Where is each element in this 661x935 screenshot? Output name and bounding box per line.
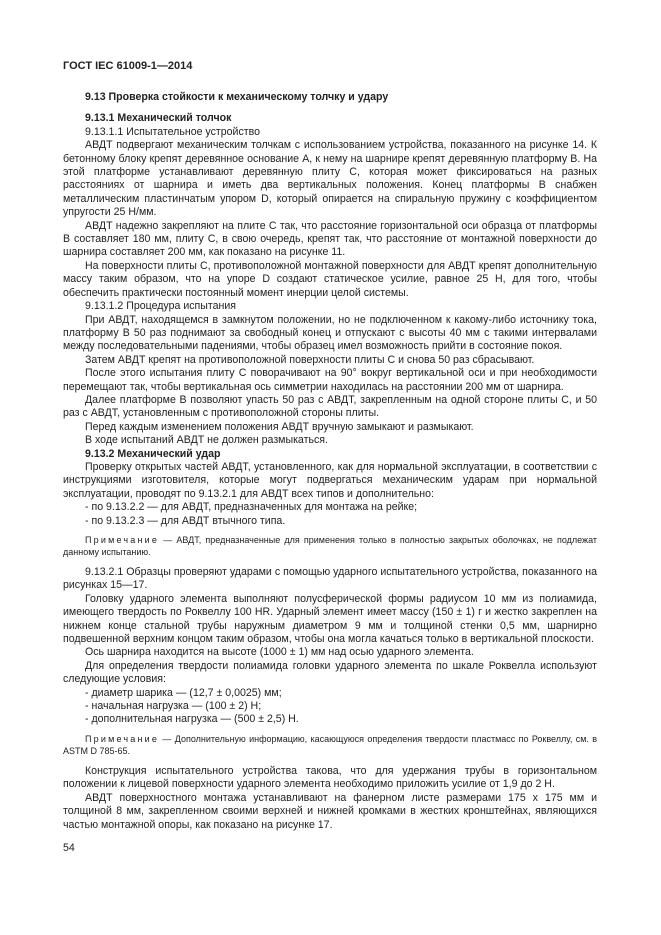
- note: [63, 733, 597, 757]
- clause-title: 9.13.1.1 Испытательное устройство: [85, 125, 261, 138]
- paragraph: В ходе испытаний АВДТ не должен размыкаться.: [85, 434, 328, 447]
- list-item: - дополнительная нагрузка — (500 ± 2,5) Н.: [85, 713, 299, 726]
- paragraph: Конструкция испытательного устройства такова, что для удержания трубы в горизонтальном положении к лицевой поверхности ударного элемента необходимо приложить усилие от 1,9 до 2 Н.: [63, 764, 597, 791]
- paragraph: Для определения твердости полиамида головки ударного элемента по шкале Роквелла используют следующие условия:: [63, 659, 597, 686]
- paragraph: АВДТ поверхностного монтажа устанавливают на фанерном листе размерами 175 х 175 мм и толщиной 8 мм, закрепленном своими верхней и нижней кромками в жестких кронштейнах, являющихся частью монтажной опоры, как показано на рисунке 17.: [63, 791, 597, 831]
- paragraph: Ось шарнира находится на высоте (1000 ± 1) мм над осью ударного элемента.: [85, 646, 474, 659]
- note-label: Примечание: [85, 733, 160, 744]
- subsection-title: 9.13.1 Механический толчок: [85, 112, 232, 125]
- paragraph: 9.13.2.1 Образцы проверяют ударами с помощью ударного испытательного устройства, показанного на рисунках 15—17.: [63, 566, 597, 592]
- note-text: — Дополнительную информацию, касающуюся определения твердости пластмасс по Роквеллу, см. в ASTM D 785-65.: [63, 733, 597, 756]
- section-title: 9.13 Проверка стойкости к механическому толчку и удару: [85, 91, 389, 103]
- paragraph: После этого испытания плиту C поворачивают на 90° вокруг вертикальной оси и при необходимости перемещают так, чтобы вертикальная ось симметрии находилась на расстоянии 200 мм от шарнира.: [63, 367, 597, 393]
- page-number: 54: [63, 842, 75, 854]
- clause-title: 9.13.1.2 Процедура испытания: [85, 300, 237, 313]
- list-item: - диаметр шарика — (12,7 ± 0,0025) мм;: [85, 686, 282, 699]
- document-body: [63, 91, 597, 832]
- note-text: — АВДТ, предназначенные для применения только в полностью закрытых оболочках, не подлежат данному испытанию.: [63, 535, 597, 557]
- paragraph: Головку ударного элемента выполняют полусферической формы радиусом 10 мм из полиамида, имеющего твердость по Роквеллу 100 HR. Ударный элемент имеет массу (150 ± 1) г и жестко закреплен на нижнем конце стальной трубы наружным диаметром 9 мм и толщиной стенки 0,5 мм, шарнирно подвешенной верхним концом таким образом, чтобы она могла качаться только в вертикальной плоскости.: [63, 592, 597, 646]
- paragraph: АВДТ надежно закрепляют на плите C так, что расстояние горизонтальной оси образца от платформы B составляет 180 мм, плиту C, в свою очередь, крепят так, что расстояние от монтажной поверхности до шарнира составляет 200 мм, как показано на рисунке 11.: [63, 219, 597, 259]
- paragraph: Перед каждым изменением положения АВДТ вручную замыкают и размыкают.: [85, 420, 474, 433]
- subsection-title: 9.13.2 Механический удар: [85, 447, 221, 460]
- list-item: - по 9.13.2.2 — для АВДТ, предназначенных для монтажа на рейке;: [85, 501, 418, 514]
- note: [63, 534, 597, 558]
- note-label: Примечание: [85, 535, 160, 545]
- list-item: - начальная нагрузка — (100 ± 2) Н;: [85, 700, 262, 713]
- paragraph: Затем АВДТ крепят на противоположной поверхности плиты C и снова 50 раз сбрасывают.: [85, 353, 535, 366]
- document-header: ГОСТ IEC 61009-1—2014: [63, 60, 193, 72]
- paragraph: Проверку открытых частей АВДТ, установленного, как для нормальной эксплуатации, в соответствии с инструкциями изготовителя, которые могут подвергаться механическим ударам при нормальной эксплуатации, проводят по 9.13.2.1 для АВДТ всех типов и дополнительно:: [63, 460, 597, 500]
- list-item: - по 9.13.2.3 — для АВДТ втычного типа.: [85, 514, 286, 527]
- paragraph: На поверхности плиты C, противоположной монтажной поверхности для АВДТ крепят дополнительную массу таким образом, что на упоре D создают статическое усилие, равное 25 Н, для того, чтобы обеспечить практически постоянный момент инерции целой системы.: [63, 259, 597, 299]
- paragraph: АВДТ подвергают механическим толчкам с использованием устройства, показанного на рисунке 14. К бетонному блоку крепят деревянное основание A, к нему на шарнире крепят деревянную платформу B. На этой платформе устанавливают деревянную плиту C, которая может фиксироваться на разных расстояниях от шарнира и иметь два вертикальных положения. Конец платформы B снабжен металлическим пластинчатым упором D, который опирается на спиральную пружину с коэффициентом упругости 25 Н/мм.: [63, 139, 597, 219]
- paragraph: При АВДТ, находящемся в замкнутом положении, но не подключенном к какому-либо источнику тока, платформу B 50 раз поднимают за свободный конец и отпускают с высоты 40 мм с такими интервалами между последовательными падениями, чтобы образец имел возможность прийти в состояние покоя.: [63, 313, 597, 353]
- paragraph: Далее платформе B позволяют упасть 50 раз с АВДТ, закрепленным на одной стороне плиты C, и 50 раз с АВДТ, установленным с противоположной стороны плиты.: [63, 393, 597, 420]
